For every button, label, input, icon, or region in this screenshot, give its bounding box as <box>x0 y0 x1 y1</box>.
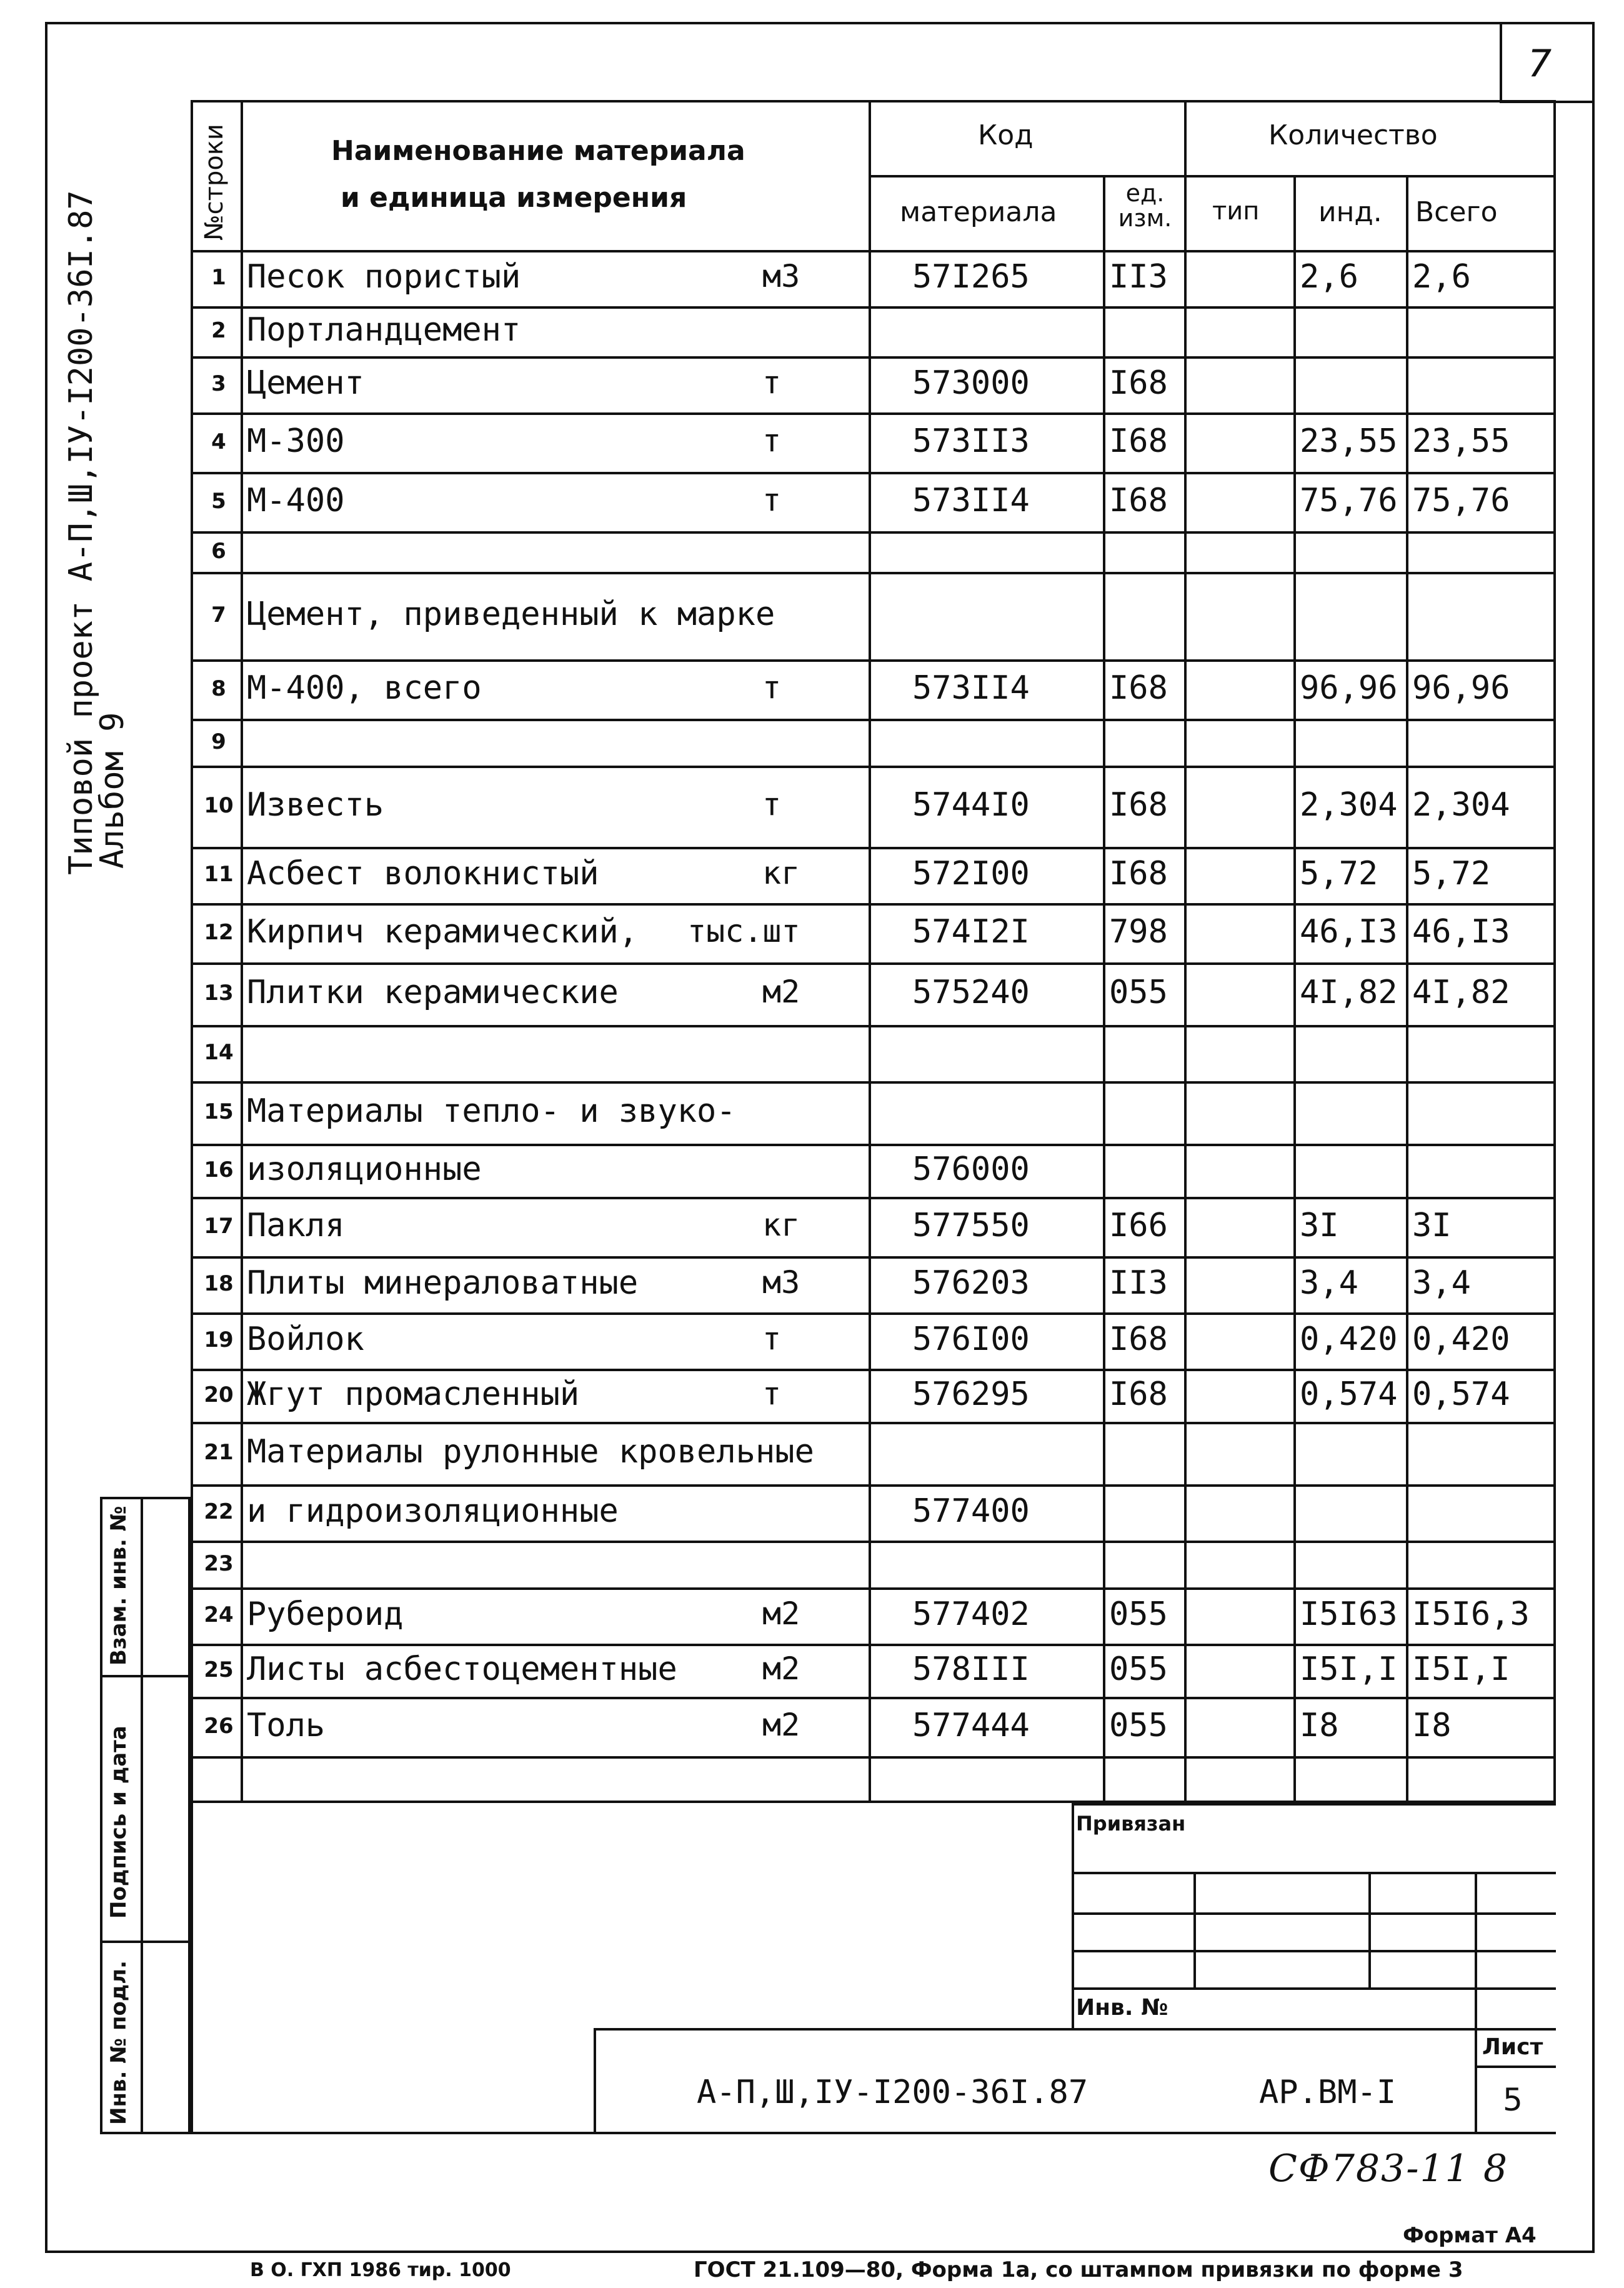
material-unit: м2 <box>762 1706 800 1743</box>
material-name: Цемент, приведенный к марке <box>247 596 775 633</box>
side-title-line2: Альбом 9 <box>94 712 131 869</box>
material-name: Известь <box>247 786 384 824</box>
header-row-no: №строки <box>200 124 229 241</box>
material-code: 577550 <box>912 1206 1030 1244</box>
material-name: Песок пористый <box>247 258 521 296</box>
row-number: 16 <box>204 1157 234 1182</box>
row-divider <box>191 356 1556 359</box>
row-divider <box>191 659 1556 662</box>
row-divider <box>191 1369 1556 1371</box>
inv-no-label: Инв. № <box>1076 1995 1168 2021</box>
list-value: 5 <box>1503 2082 1523 2118</box>
row-number: 18 <box>204 1271 234 1296</box>
unit-code: 055 <box>1109 1650 1168 1688</box>
row-divider <box>191 1541 1556 1543</box>
qty-ind: 23,55 <box>1300 422 1398 460</box>
row-number: 7 <box>211 602 226 627</box>
header-name-line1: Наименование материала <box>331 135 745 167</box>
qty-ind: 75,76 <box>1300 481 1398 519</box>
material-name: М-400, всего <box>247 669 482 707</box>
header-code-unit: ед. изм. <box>1118 179 1172 232</box>
qty-total: I8 <box>1412 1706 1452 1744</box>
qty-total: 75,76 <box>1412 481 1510 519</box>
header-code-group: Код <box>978 119 1034 151</box>
material-code: 57I265 <box>912 258 1030 296</box>
row-divider <box>191 1422 1556 1424</box>
material-name: и гидроизоляционные <box>247 1492 619 1530</box>
qty-total: 2,6 <box>1412 258 1471 296</box>
row-divider <box>191 903 1556 906</box>
material-code: 576203 <box>912 1264 1030 1302</box>
row-divider <box>191 572 1556 574</box>
list-label: Лист <box>1482 2034 1543 2060</box>
unit-code: I68 <box>1109 786 1168 824</box>
material-unit: т <box>762 422 782 459</box>
material-code: 573II4 <box>912 481 1030 519</box>
header-name-line2: и единица измерения <box>341 182 687 214</box>
unit-code: I68 <box>1109 1375 1168 1413</box>
material-name: Материалы тепло- и звуко- <box>247 1092 736 1130</box>
row-number: 9 <box>211 729 226 754</box>
vzam-inv-label: Взам. инв. № <box>106 1506 131 1666</box>
qty-total: 4I,82 <box>1412 974 1510 1011</box>
row-divider <box>191 306 1556 309</box>
material-unit: м2 <box>762 1650 800 1687</box>
stamp-sheet-code: АР.ВМ-I <box>1259 2074 1397 2111</box>
qty-ind: I8 <box>1300 1706 1339 1744</box>
material-unit: т <box>762 1375 782 1412</box>
material-name: Асбест волокнистый <box>247 855 599 892</box>
footer-right: ГОСТ 21.109—80, Форма 1а, со штампом привязки по форме 3 <box>694 2257 1463 2282</box>
page-corner-number: 7 <box>1528 42 1552 86</box>
material-name: Жгут промасленный <box>247 1375 580 1413</box>
footer-left: В О. ГХП 1986 тир. 1000 <box>250 2259 511 2281</box>
row-divider <box>191 412 1556 415</box>
row-divider <box>191 1312 1556 1315</box>
row-number: 8 <box>211 676 226 701</box>
qty-total: I5I,I <box>1412 1650 1510 1688</box>
material-name: Толь <box>247 1706 326 1744</box>
row-number: 15 <box>204 1099 234 1124</box>
row-divider <box>191 847 1556 849</box>
material-name: Рубероид <box>247 1596 404 1633</box>
header-qty-ind: инд. <box>1318 196 1382 228</box>
material-name: Портландцемент <box>247 311 521 349</box>
unit-code: I68 <box>1109 1321 1168 1358</box>
material-code: 573II4 <box>912 669 1030 707</box>
unit-code: II3 <box>1109 1264 1168 1302</box>
qty-total: 2,304 <box>1412 786 1510 824</box>
material-unit: т <box>762 786 782 822</box>
material-code: 574I2I <box>912 912 1030 951</box>
qty-ind: 46,I3 <box>1300 912 1398 951</box>
row-divider <box>191 1587 1556 1590</box>
header-qty-total: Всего <box>1415 196 1498 228</box>
material-unit: м2 <box>762 974 800 1010</box>
unit-code: I68 <box>1109 669 1168 707</box>
material-name: Плитки керамические <box>247 974 619 1011</box>
handwritten-code: СФ783-11 8 <box>1268 2147 1509 2191</box>
row-divider <box>191 1484 1556 1487</box>
qty-total: 23,55 <box>1412 422 1510 460</box>
material-name: Цемент <box>247 364 364 402</box>
row-divider <box>191 1644 1556 1646</box>
qty-total: 5,72 <box>1412 855 1491 892</box>
row-number: 6 <box>211 538 226 564</box>
material-name: Кирпич керамический, <box>247 912 639 951</box>
row-divider <box>191 1025 1556 1027</box>
row-divider <box>191 531 1556 534</box>
material-name: Пакля <box>247 1206 345 1244</box>
unit-code: 055 <box>1109 1596 1168 1633</box>
unit-code: I68 <box>1109 481 1168 519</box>
header-qty-type: тип <box>1212 197 1260 226</box>
row-number: 19 <box>204 1327 234 1352</box>
row-divider <box>191 1144 1556 1146</box>
material-unit: м3 <box>762 258 800 294</box>
material-unit: кг <box>762 855 800 891</box>
unit-code: I68 <box>1109 364 1168 402</box>
material-name: М-400 <box>247 481 345 519</box>
material-unit: кг <box>762 1206 800 1243</box>
privyazan-label: Привязан <box>1076 1812 1186 1836</box>
material-unit: т <box>762 1321 782 1357</box>
row-divider <box>191 766 1556 768</box>
row-number: 4 <box>211 429 226 454</box>
row-number: 2 <box>211 318 226 343</box>
row-number: 12 <box>204 919 234 945</box>
material-name: Плиты минераловатные <box>247 1264 639 1302</box>
material-code: 576000 <box>912 1150 1030 1188</box>
header-qty-group: Количество <box>1268 119 1438 151</box>
unit-code: 055 <box>1109 974 1168 1011</box>
material-code: 573000 <box>912 364 1030 402</box>
qty-total: I5I6,3 <box>1412 1596 1530 1633</box>
material-code: 577400 <box>912 1492 1030 1530</box>
material-code: 577444 <box>912 1706 1030 1744</box>
material-code: 576I00 <box>912 1321 1030 1358</box>
row-number: 23 <box>204 1551 234 1576</box>
row-number: 26 <box>204 1713 234 1739</box>
stamp-designation: А-П,Ш,IУ-I200-36I.87 <box>697 2074 1088 2111</box>
unit-code: I68 <box>1109 422 1168 460</box>
material-unit: м2 <box>762 1596 800 1632</box>
row-divider <box>191 1256 1556 1259</box>
qty-ind: 2,6 <box>1300 258 1358 296</box>
qty-total: 3I <box>1412 1206 1452 1244</box>
row-number: 17 <box>204 1213 234 1239</box>
row-divider <box>191 719 1556 721</box>
row-divider <box>191 1081 1556 1084</box>
podpis-data-label: Подпись и дата <box>106 1726 131 1919</box>
qty-ind: I5I,I <box>1300 1650 1398 1688</box>
material-code: 573II3 <box>912 422 1030 460</box>
qty-total: 0,574 <box>1412 1375 1510 1413</box>
qty-total: 0,420 <box>1412 1321 1510 1358</box>
material-name: изоляционные <box>247 1150 482 1188</box>
row-divider <box>191 1756 1556 1759</box>
unit-code: 798 <box>1109 912 1168 951</box>
material-unit: т <box>762 481 782 518</box>
unit-code: I68 <box>1109 855 1168 892</box>
qty-ind: 3,4 <box>1300 1264 1358 1302</box>
header-code-material: материала <box>900 196 1057 228</box>
qty-ind: 0,420 <box>1300 1321 1398 1358</box>
material-code: 575240 <box>912 974 1030 1011</box>
qty-ind: 4I,82 <box>1300 974 1398 1011</box>
material-code: 572I00 <box>912 855 1030 892</box>
row-number: 13 <box>204 981 234 1006</box>
unit-code: 055 <box>1109 1706 1168 1744</box>
qty-ind: I5I63 <box>1300 1596 1398 1633</box>
row-number: 10 <box>204 793 234 818</box>
material-name: Войлок <box>247 1321 364 1358</box>
material-unit: т <box>762 364 782 401</box>
row-number: 25 <box>204 1657 234 1682</box>
material-unit: м3 <box>762 1264 800 1301</box>
unit-code: II3 <box>1109 258 1168 296</box>
row-number: 3 <box>211 371 226 396</box>
material-name: Материалы рулонные кровельные <box>247 1433 814 1471</box>
qty-ind: 5,72 <box>1300 855 1378 892</box>
material-unit: т <box>762 669 782 706</box>
format-label: Формат А4 <box>1403 2223 1537 2248</box>
row-number: 22 <box>204 1499 234 1524</box>
qty-ind: 2,304 <box>1300 786 1398 824</box>
qty-total: 96,96 <box>1412 669 1510 707</box>
row-number: 20 <box>204 1382 234 1407</box>
inv-podl-label: Инв. № подл. <box>106 1960 131 2125</box>
qty-ind: 3I <box>1300 1206 1339 1244</box>
qty-ind: 96,96 <box>1300 669 1398 707</box>
material-unit: тыс.шт <box>687 912 800 949</box>
qty-total: 3,4 <box>1412 1264 1471 1302</box>
row-divider <box>191 472 1556 474</box>
material-name: М-300 <box>247 422 345 460</box>
row-divider <box>191 962 1556 965</box>
row-number: 5 <box>211 488 226 514</box>
row-number: 14 <box>204 1040 234 1065</box>
row-divider <box>191 1697 1556 1699</box>
qty-ind: 0,574 <box>1300 1375 1398 1413</box>
row-number: 1 <box>211 265 226 290</box>
material-name: Листы асбестоцементные <box>247 1650 677 1688</box>
row-divider <box>191 1197 1556 1199</box>
materials-table <box>191 100 1556 1803</box>
material-code: 576295 <box>912 1375 1030 1413</box>
material-code: 577402 <box>912 1596 1030 1633</box>
row-number: 11 <box>204 862 234 887</box>
material-code: 578III <box>912 1650 1030 1688</box>
qty-total: 46,I3 <box>1412 912 1510 951</box>
row-number: 24 <box>204 1602 234 1627</box>
row-number: 21 <box>204 1440 234 1465</box>
side-title-line1: Типовой проект А-П,Ш,IУ-I200-36I.87 <box>62 190 100 875</box>
material-code: 5744I0 <box>912 786 1030 824</box>
unit-code: I66 <box>1109 1206 1168 1244</box>
